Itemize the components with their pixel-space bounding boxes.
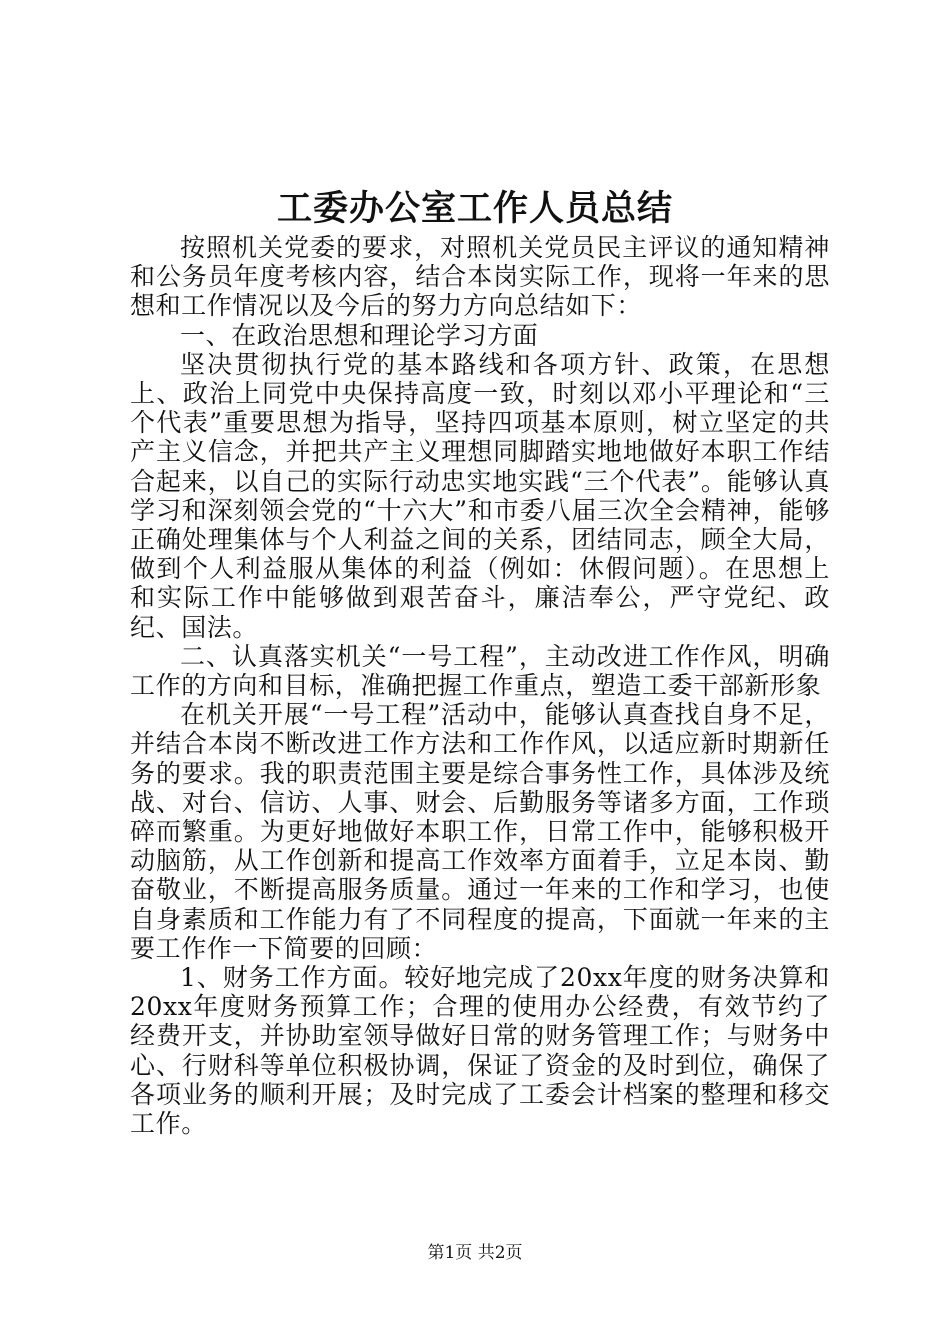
document-title: 工委办公室工作人员总结 — [276, 188, 673, 229]
page-footer: 第1页 共2页 — [427, 1243, 523, 1263]
document-body — [130, 233, 830, 1138]
section-heading-2: 二、认真落实机关“一号工程”，主动改进工作作风，明确工作的方向和目标，准确把握工作重点，塑造工委干部新形象 — [130, 641, 830, 701]
paragraph-finance: 1、财务工作方面。较好地完成了20xx年度的财务决算和20xx年度财务预算工作；合理的使用办公经费，有效节约了经费开支，并协助室领导做好日常的财务管理工作；与财务中心、行财科等单位积极协调，保证了资金的及时到位，确保了各项业务的顺利开展；及时完成了工委会计档案的整理和移交工作。 — [130, 963, 830, 1139]
paragraph-section-1: 坚决贯彻执行党的基本路线和各项方针、政策，在思想上、政治上同党中央保持高度一致，时刻以邓小平理论和“三个代表”重要思想为指导，坚持四项基本原则，树立坚定的共产主义信念，并把共产主义理想同脚踏实地地做好本职工作结合起来，以自己的实际行动忠实地实践“三个代表”。能够认真学习和深刻领会党的“十六大”和市委八届三次全会精神，能够正确处理集体与个人利益之间的关系，团结同志，顾全大局，做到个人利益服从集体的利益（例如：休假问题）。在思想上和实际工作中能够做到艰苦奋斗，廉洁奉公，严守党纪、政纪、国法。 — [130, 349, 830, 642]
paragraph-intro: 按照机关党委的要求，对照机关党员民主评议的通知精神和公务员年度考核内容，结合本岗实际工作，现将一年来的思想和工作情况以及今后的努力方向总结如下： — [130, 233, 830, 321]
section-heading-1: 一、在政治思想和理论学习方面 — [180, 320, 539, 350]
paragraph-section-2: 在机关开展“一号工程”活动中，能够认真查找自身不足，并结合本岗不断改进工作方法和工作作风，以适应新时期新任务的要求。我的职责范围主要是综合事务性工作，具体涉及统战、对台、信访、人事、财会、后勤服务等诸多方面，工作琐碎而繁重。为更好地做好本职工作，日常工作中，能够积极开动脑筋，从工作创新和提高工作效率方面着手，立足本岗、勤奋敬业，不断提高服务质量。通过一年来的工作和学习，也使自身素质和工作能力有了不同程度的提高，下面就一年来的主要工作作一下简要的回顾： — [130, 700, 830, 963]
